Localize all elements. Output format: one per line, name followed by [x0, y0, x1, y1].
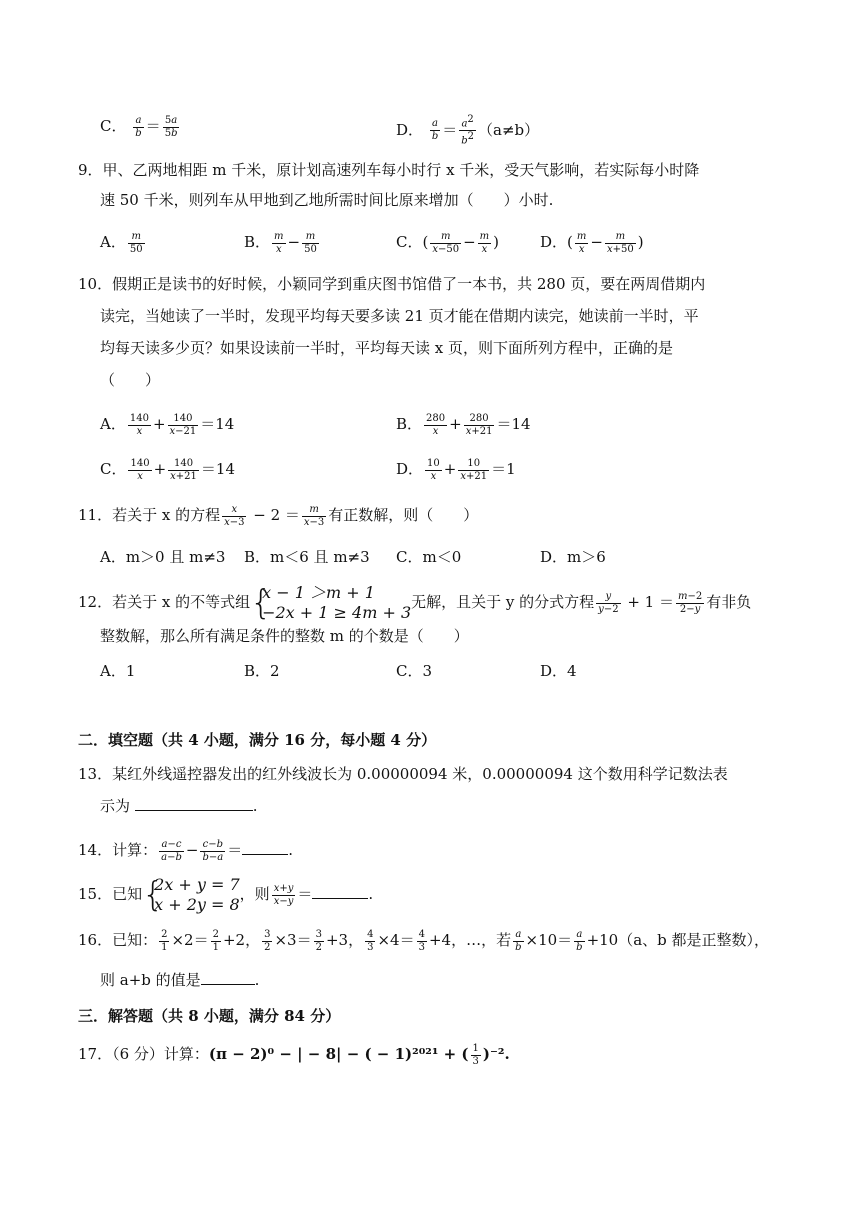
- fraction: $\frac{1}{3}$: [472, 1042, 479, 1067]
- q8-option-d: D． $\frac{a}{b}$ ＝ $\frac{a^2}{b^2}$ （a≠b）: [396, 114, 540, 147]
- fraction: $\frac{m}{x}$: [576, 230, 587, 255]
- q12-option-c: C．3: [396, 662, 433, 680]
- answer-blank[interactable]: [135, 794, 253, 811]
- fraction: $\frac{3}{2}$: [315, 928, 322, 953]
- option-label: C．: [100, 117, 127, 135]
- fraction: $\frac{140}{x}$: [129, 412, 149, 437]
- q10-line2: 读完，当她读了一半时，发现平均每天要多读 21 页才能在借期内读完，她读前一半时，平: [100, 307, 699, 325]
- fraction: $\frac{4}{3}$: [418, 928, 425, 953]
- q11-option-b: B．m＜6 且 m≠3: [244, 548, 370, 566]
- q16-line2: 则 a+b 的值是 .: [100, 968, 259, 992]
- q17-stem: 17．（6 分）计算：(π − 2)⁰ − | − 8| − ( − 1)²⁰²¹ + ( $\frac{1}{3}$ )⁻².: [78, 1042, 510, 1067]
- q10-line4: （ ）: [100, 371, 161, 389]
- fraction: $\frac{m}{50}$: [129, 230, 143, 255]
- fraction: $\frac{2}{1}$: [212, 928, 219, 953]
- q12-line2: 整数解，那么所有满足条件的整数 m 的个数是（ ）: [100, 627, 469, 645]
- q9-option-d: D．( $\frac{m}{x}$ − $\frac{m}{x+50}$ ): [540, 230, 644, 255]
- fraction: $\frac{y}{y-2}$: [598, 590, 619, 615]
- fraction: $\frac{c-b}{b-a}$: [202, 838, 224, 863]
- q9-option-a: A． $\frac{m}{50}$: [100, 230, 143, 255]
- q16-stem: 16．已知： $\frac{2}{1}$ ×2＝ $\frac{2}{1}$ +2， $\frac{3}{2}$ ×3＝ $\frac{3}{2}$ +3， $\frac{4}{3}$ ×4＝ $\frac{4}{3}$ +4，…，若 $\frac{a}{b}$ ×10＝ $\frac{a}{b}$ +10（a、b 都是正整数），: [78, 928, 770, 953]
- fraction: $\frac{a}{b}$: [576, 928, 583, 953]
- q9-option-c: C．( $\frac{m}{x-50}$ − $\frac{m}{x}$ ): [396, 230, 500, 255]
- fraction: $\frac{a^2}{b^2}$: [461, 114, 475, 147]
- fraction: $\frac{m}{x+50}$: [606, 230, 634, 255]
- condition-note: （a≠b）: [478, 120, 540, 139]
- fraction: $\frac{4}{3}$: [367, 928, 374, 953]
- q12-option-a: A．1: [100, 662, 136, 680]
- fraction: $\frac{m}{x}$: [479, 230, 490, 255]
- fraction: $\frac{a}{b}$: [431, 118, 439, 143]
- q11-option-c: C．m＜0: [396, 548, 462, 566]
- q13-line2: 示为 .: [100, 794, 258, 818]
- fraction: $\frac{m-2}{2-y}$: [678, 590, 703, 615]
- fraction: $\frac{m}{x-3}$: [303, 503, 325, 528]
- q10-option-d: D． $\frac{10}{x}$ + $\frac{10}{x+21}$ ＝1: [396, 457, 516, 482]
- fraction: $\frac{x+y}{x-y}$: [273, 882, 294, 907]
- expression: (π − 2)⁰ − | − 8| − ( − 1)²⁰²¹ + (: [208, 1045, 469, 1063]
- fraction: $\frac{m}{x}$: [274, 230, 284, 255]
- q9-option-b: B． $\frac{m}{x}$ − $\frac{m}{50}$: [244, 230, 317, 255]
- expression-end: )⁻².: [482, 1045, 510, 1063]
- option-label: D．: [396, 120, 424, 139]
- answer-blank[interactable]: [201, 968, 255, 985]
- q10-option-c: C． $\frac{140}{x}$ + $\frac{140}{x+21}$ ＝14: [100, 457, 235, 482]
- q13-line1: 13．某红外线遥控器发出的红外线波长为 0.00000094 米，0.00000094 这个数用科学记数法表: [78, 765, 728, 783]
- fraction: $\frac{10}{x}$: [427, 457, 440, 482]
- fraction: $\frac{2}{1}$: [161, 928, 168, 953]
- fraction: $\frac{a}{b}$: [515, 928, 522, 953]
- answer-blank[interactable]: [312, 882, 368, 899]
- answer-blank[interactable]: [242, 838, 288, 855]
- fraction: $\frac{m}{50}$: [304, 230, 317, 255]
- q12-option-b: B．2: [244, 662, 280, 680]
- q12-stem: 12．若关于 x 的不等式组 { x − 1 ＞m + 1 −2x + 1 ≥ 4m + 3 无解，且关于 y 的分式方程 $\frac{y}{y-2}$ + 1 ＝ $\frac{m-2}{2-y}$ 有非负: [78, 583, 752, 623]
- q15-stem: 15．已知 { 2x + y = 7 x + 2y = 8 ，则 $\frac{x+y}{x-y}$ ＝ .: [78, 875, 374, 915]
- section-solve-heading: 三．解答题（共 8 小题，满分 84 分）: [78, 1007, 341, 1025]
- q12-option-d: D．4: [540, 662, 577, 680]
- q11-stem: 11．若关于 x 的方程 $\frac{x}{x-3}$ − 2 ＝ $\frac{m}{x-3}$ 有正数解，则（ ）: [78, 503, 479, 528]
- q10-option-b: B． $\frac{280}{x}$ + $\frac{280}{x+21}$ ＝14: [396, 412, 531, 437]
- fraction: $\frac{m}{x-50}$: [432, 230, 460, 255]
- q10-line1: 10．假期正是读书的好时候，小颖同学到重庆图书馆借了一本书，共 280 页，要在两周借期内: [78, 275, 706, 293]
- fraction: $\frac{x}{x-3}$: [224, 503, 245, 528]
- fraction: $\frac{3}{2}$: [264, 928, 271, 953]
- q10-line3: 均每天读多少页？如果设读前一半时，平均每天读 x 页，则下面所列方程中，正确的是: [100, 339, 673, 357]
- fraction: $\frac{a}{b}$: [135, 114, 142, 139]
- fraction: $\frac{280}{x}$: [426, 412, 446, 437]
- q14-stem: 14．计算： $\frac{a-c}{a-b}$ − $\frac{c-b}{b-a}$ ＝ .: [78, 838, 293, 863]
- fraction: $\frac{a-c}{a-b}$: [161, 838, 182, 863]
- q11-option-d: D．m＞6: [540, 548, 606, 566]
- fraction: $\frac{140}{x-21}$: [169, 412, 197, 437]
- equation-system: { 2x + y = 7 x + 2y = 8: [142, 875, 240, 915]
- inequality-system: { x − 1 ＞m + 1 −2x + 1 ≥ 4m + 3: [250, 583, 412, 623]
- q9-line2: 速 50 千米，则列车从甲地到乙地所需时间比原来增加（ ）小时.: [100, 191, 554, 209]
- fraction: $\frac{5a}{5b}$: [164, 114, 178, 139]
- q8-option-c: C． $\frac{a}{b}$ ＝ $\frac{5a}{5b}$: [100, 114, 178, 139]
- section-fill-in-heading: 二．填空题（共 4 小题，满分 16 分，每小题 4 分）: [78, 731, 437, 749]
- q9-line1: 9．甲、乙两地相距 m 千米，原计划高速列车每小时行 x 千米，受天气影响，若实际每小时降: [78, 161, 700, 179]
- fraction: $\frac{280}{x+21}$: [465, 412, 493, 437]
- q10-option-a: A． $\frac{140}{x}$ + $\frac{140}{x-21}$ ＝14: [100, 412, 235, 437]
- q11-option-a: A．m＞0 且 m≠3: [100, 548, 226, 566]
- fraction: $\frac{10}{x+21}$: [460, 457, 488, 482]
- fraction: $\frac{140}{x+21}$: [170, 457, 197, 482]
- fraction: $\frac{140}{x}$: [130, 457, 150, 482]
